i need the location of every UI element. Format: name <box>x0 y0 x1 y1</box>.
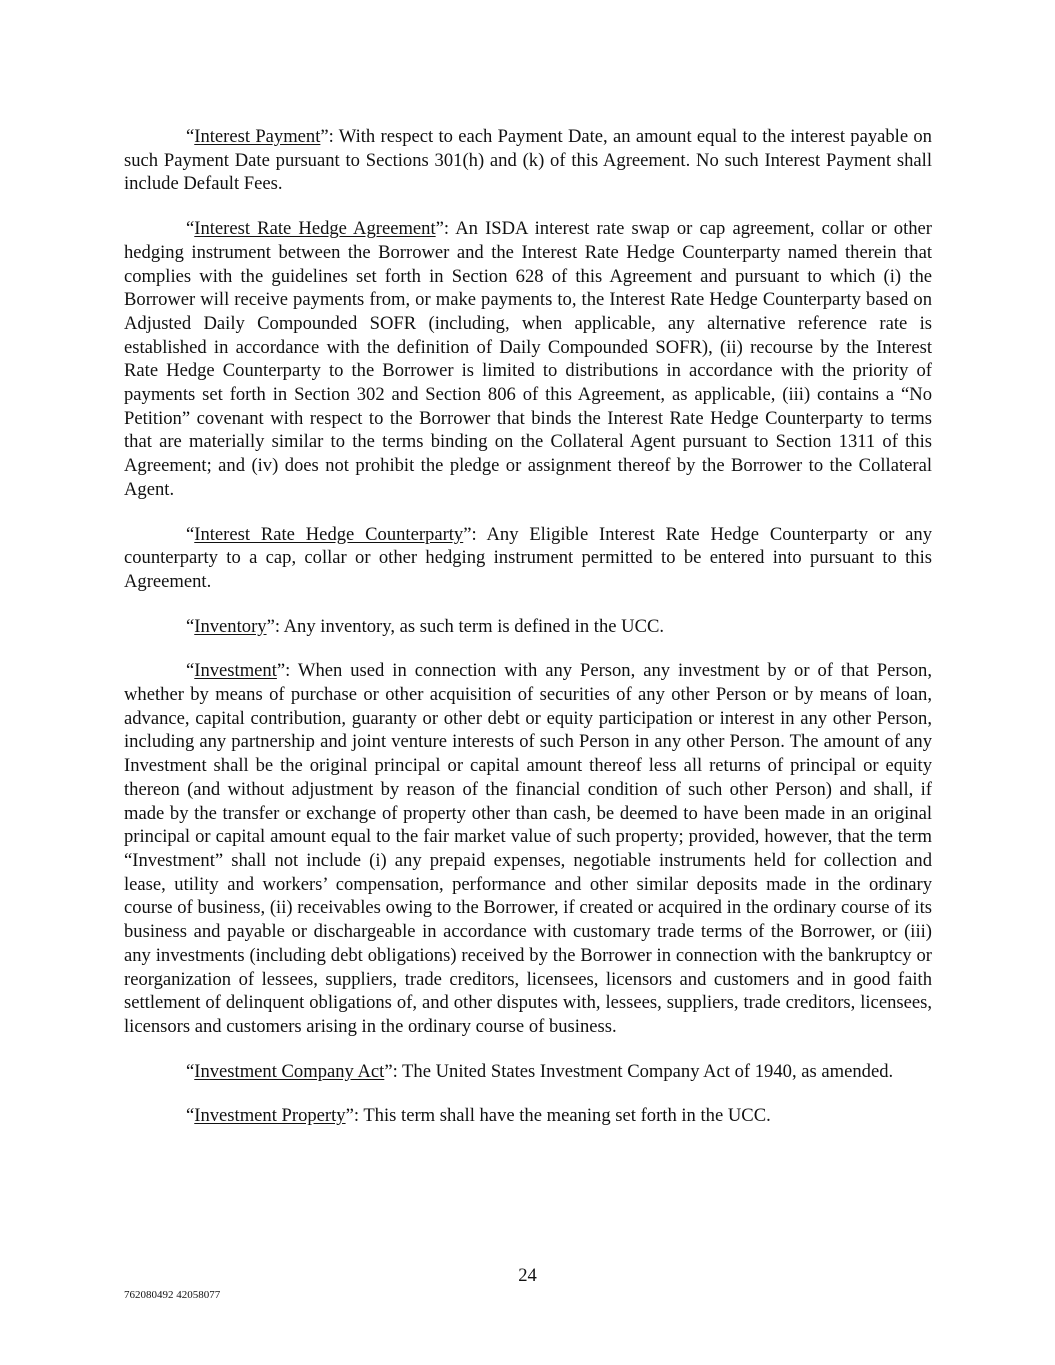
defined-term: Investment Company Act <box>194 1060 385 1082</box>
page-number: 24 <box>518 1265 537 1286</box>
defined-term: Investment Property <box>194 1105 346 1127</box>
definition-text: : Any inventory, as such term is defined in the UCC. <box>274 615 665 637</box>
defined-term: Interest Payment <box>194 126 321 147</box>
definition-interest-payment: “Interest Payment”: With respect to each Payment Date, an amount equal to the interest payable on such Payment Date pursuant to Sections 301(h) and (k) of this Agreement. No such Interest Payment shall include Default Fees. <box>124 126 932 195</box>
definition-investment-property: “Investment Property”: This term shall have the meaning set forth in the UCC. <box>186 1105 771 1127</box>
document-body <box>124 125 932 1149</box>
definition-investment-company-act: “Investment Company Act”: The United States Investment Company Act of 1940, as amended. <box>186 1060 894 1082</box>
defined-term: Interest Rate Hedge Counterparty <box>194 523 464 545</box>
defined-term: Inventory <box>194 615 267 637</box>
definition-inventory: “Inventory”: Any inventory, as such term is defined in the UCC. <box>186 615 665 637</box>
definition-text: : The United States Investment Company Act of 1940, as amended. <box>392 1060 894 1082</box>
definition-interest-rate-hedge-agreement: “Interest Rate Hedge Agreement”: An ISDA interest rate swap or cap agreement, collar or other hedging instrument between the Borrower and the Interest Rate Hedge Counterparty named therein that complies with the guidelines set forth in Section 628 of this Agreement and pursuant to which (i) the Borrower will receive payments from, or make payments to, the Interest Rate Hedge Counterparty based on Adjusted Daily Compounded SOFR (including, when applicable, any alternative reference rate is established in accordance with the definition of Daily Compounded SOFR), (ii) recourse by the Interest Rate Hedge Counterparty to the Borrower is limited to distributions in accordance with the priority of payments set forth in Section 302 and Section 806 of this Agreement, as applicable, (iii) contains a “No Petition” covenant with respect to the Borrower that binds the Interest Rate Hedge Counterparty to terms that are materially similar to the terms binding on the Collateral Agent pursuant to Section 1311 of this Agreement; and (iv) does not prohibit the pledge or assignment thereof by the Borrower to the Collateral Agent. <box>124 218 932 500</box>
definition-text: : When used in connection with any Person, any investment by or of that Person, whether by means of purchase or other acquisition of securities of any other Person or by means of loan, advance, capital contribution, guaranty or other debt or equity participation or interest in any other Person, including any partnership and joint venture interests of such Person in any other Person. The amount of any Investment shall be the original principal or capital amount thereof less all returns of principal or equity thereon (and without adjustment by reason of the financial condition of such other Person) and shall, if made by the transfer or exchange of property other than cash, be deemed to have been made in an original principal or capital amount equal to the fair market value of such property; provided, however, that the term “Investment” shall not include (i) any prepaid expenses, negotiable instruments held for collection and lease, utility and workers’ compensation, performance and other similar deposits made in the ordinary course of business, (ii) receivables owing to the Borrower, if created or acquired in the ordinary course of its business and payable or dischargeable in accordance with customary trade terms of the Borrower, or (iii) any investments (including debt obligations) received by the Borrower in connection with the bankruptcy or reorganization of lessees, suppliers, trade creditors, licensees, licensors and customers and in good faith settlement of delinquent obligations of, and other disputes with, lessees, suppliers, trade creditors, licensees, licensors and customers arising in the ordinary course of business. <box>124 660 932 1037</box>
definition-interest-rate-hedge-counterparty: “Interest Rate Hedge Counterparty”: Any Eligible Interest Rate Hedge Counterparty or any counterparty to a cap, collar or other hedging instrument permitted to be entered into pursuant to this Agreement. <box>124 523 932 592</box>
definition-text: : Any Eligible Interest Rate Hedge Counterparty or any counterparty to a cap, collar or other hedging instrument permitted to be entered into pursuant to this Agreement. <box>124 523 932 592</box>
defined-term: Investment <box>194 660 277 682</box>
definition-text: : This term shall have the meaning set forth in the UCC. <box>353 1105 771 1127</box>
definition-text: : An ISDA interest rate swap or cap agreement, collar or other hedging instrument between the Borrower and the Interest Rate Hedge Counterparty named therein that complies with the guidelines set forth in Section 628 of this Agreement and pursuant to which (i) the Borrower will receive payments from, or make payments to, the Interest Rate Hedge Counterparty based on Adjusted Daily Compounded SOFR (including, when applicable, any alternative reference rate is established in accordance with the definition of Daily Compounded SOFR), (ii) recourse by the Interest Rate Hedge Counterparty to the Borrower is limited to distributions in accordance with the priority of payments set forth in Section 302 and Section 806 of this Agreement, as applicable, (iii) contains a “No Petition” covenant with respect to the Borrower that binds the Interest Rate Hedge Counterparty to terms that are materially similar to the terms binding on the Collateral Agent pursuant to Section 1311 of this Agreement; and (iv) does not prohibit the pledge or assignment thereof by the Borrower to the Collateral Agent. <box>124 218 932 500</box>
definition-text: : With respect to each Payment Date, an amount equal to the interest payable on such Payment Date pursuant to Sections 301(h) and (k) of this Agreement. No such Interest Payment shall include Default Fees. <box>124 126 932 195</box>
document-id: 762080492 42058077 <box>124 1289 221 1301</box>
definition-investment: “Investment”: When used in connection with any Person, any investment by or of that Person, whether by means of purchase or other acquisition of securities of any other Person or by means of loan, advance, capital contribution, guaranty or other debt or equity participation or interest in any other Person, including any partnership and joint venture interests of such Person in any other Person. The amount of any Investment shall be the original principal or capital amount thereof less all returns of principal or equity thereon (and without adjustment by reason of the financial condition of such other Person) and shall, if made by the transfer or exchange of property other than cash, be deemed to have been made in an original principal or capital amount equal to the fair market value of such property; provided, however, that the term “Investment” shall not include (i) any prepaid expenses, negotiable instruments held for collection and lease, utility and workers’ compensation, performance and other similar deposits made in the ordinary course of business, (ii) receivables owing to the Borrower, if created or acquired in the ordinary course of its business and payable or dischargeable in accordance with customary trade terms of the Borrower, or (iii) any investments (including debt obligations) received by the Borrower in connection with the bankruptcy or reorganization of lessees, suppliers, trade creditors, licensees, licensors and customers and in good faith settlement of delinquent obligations of, and other disputes with, lessees, suppliers, trade creditors, licensees, licensors and customers arising in the ordinary course of business. <box>124 660 932 1037</box>
defined-term: Interest Rate Hedge Agreement <box>194 218 436 240</box>
